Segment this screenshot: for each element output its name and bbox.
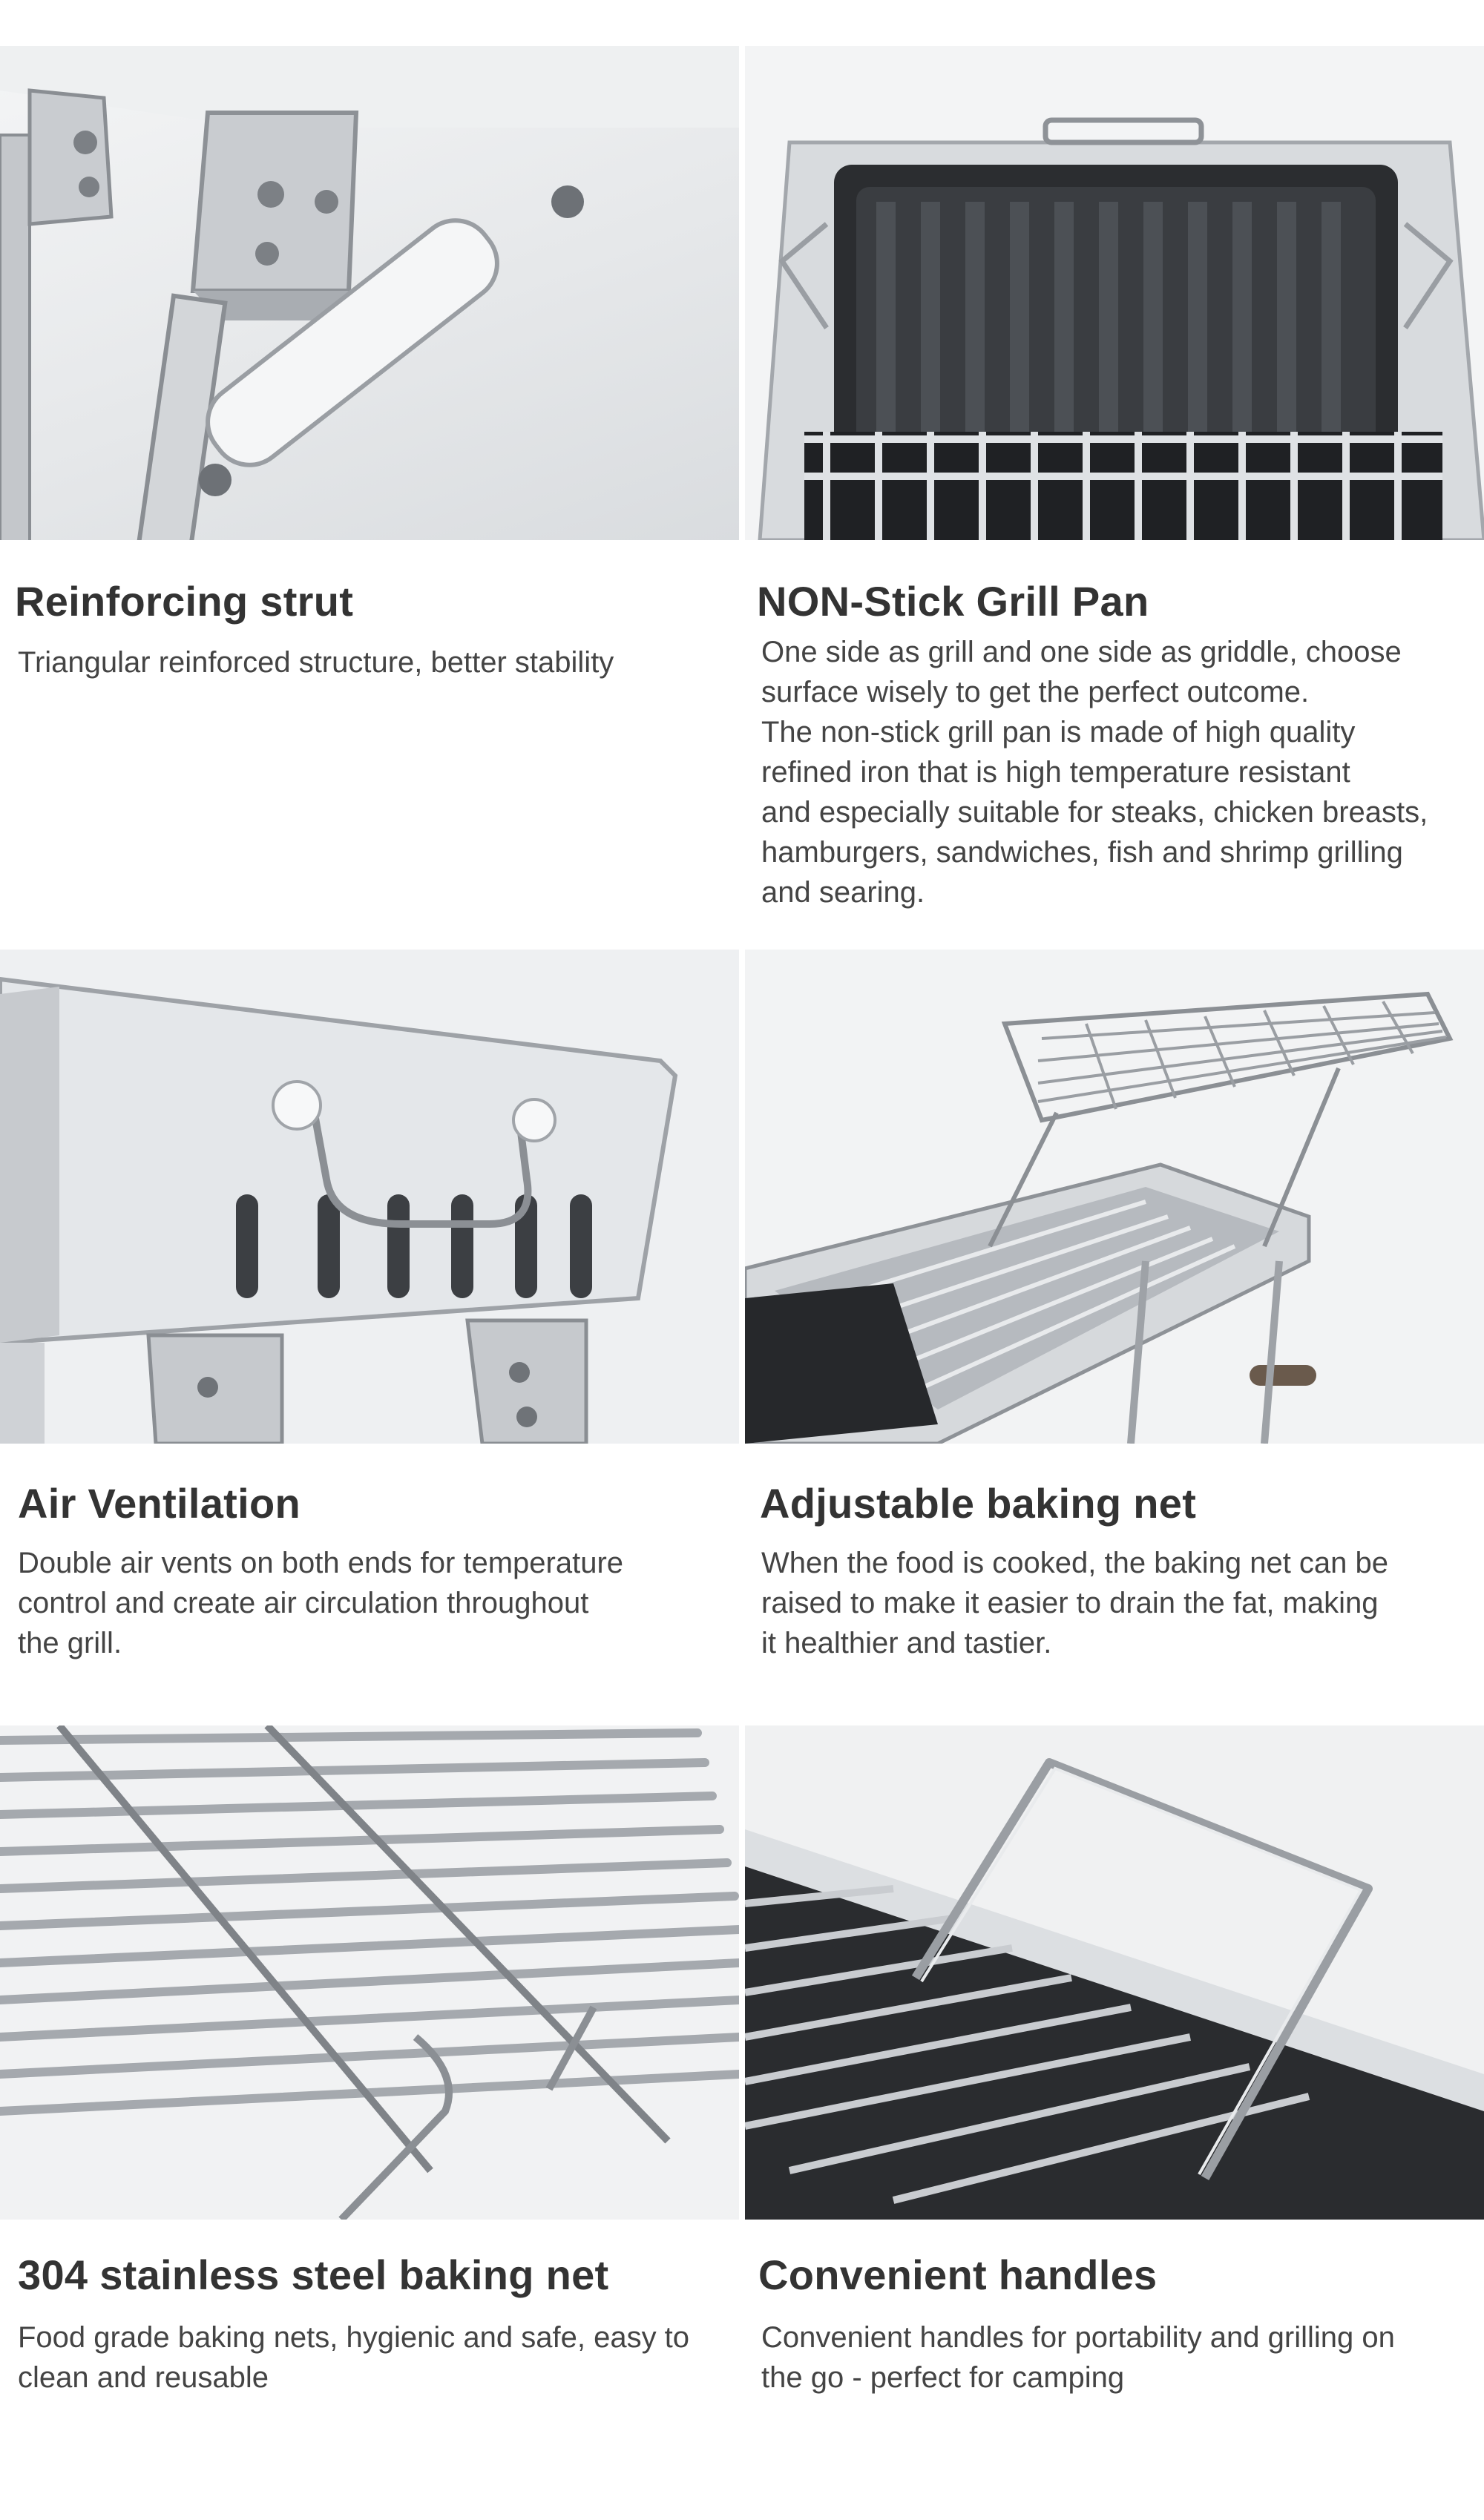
feature-4-description-line: When the food is cooked, the baking net can be bbox=[761, 1547, 1389, 1579]
feature-2-description-line: hamburgers, sandwiches, fish and shrimp grilling bbox=[761, 836, 1403, 869]
feature-2-description-line: and especially suitable for steaks, chicken breasts, bbox=[761, 796, 1428, 829]
feature-5-title: 304 stainless steel baking net bbox=[18, 2251, 609, 2298]
feature-3-description-line: Double air vents on both ends for temperature bbox=[18, 1547, 624, 1579]
feature-4-title: Adjustable baking net bbox=[760, 1480, 1197, 1527]
feature-2-description-line: One side as grill and one side as griddle, choose bbox=[761, 636, 1402, 668]
feature-2-description-line: and searing. bbox=[761, 876, 925, 909]
feature-1-description-line: Triangular reinforced structure, better stability bbox=[18, 646, 614, 679]
feature-6-description bbox=[761, 2317, 1395, 2398]
feature-3-photo bbox=[0, 950, 739, 1444]
feature-4-description-line: it healthier and tastier. bbox=[761, 1627, 1052, 1659]
feature-2-description-line: surface wisely to get the perfect outcome. bbox=[761, 676, 1310, 708]
feature-3-title: Air Ventilation bbox=[18, 1480, 301, 1527]
feature-5-description bbox=[18, 2317, 689, 2398]
feature-2-description-line: The non-stick grill pan is made of high quality bbox=[761, 716, 1356, 749]
feature-6-description-line: the go - perfect for camping bbox=[761, 2361, 1125, 2394]
feature-2-title: NON-Stick Grill Pan bbox=[757, 578, 1149, 625]
feature-3-description-line: the grill. bbox=[18, 1627, 122, 1659]
feature-1-photo bbox=[0, 46, 739, 540]
feature-5-photo bbox=[0, 1725, 739, 2220]
feature-6-photo bbox=[745, 1725, 1484, 2220]
feature-3-description-line: control and create air circulation throughout bbox=[18, 1587, 589, 1619]
feature-1-description bbox=[18, 642, 614, 682]
feature-2-photo bbox=[745, 46, 1484, 540]
feature-4-photo bbox=[745, 950, 1484, 1444]
feature-4-description bbox=[761, 1543, 1388, 1663]
feature-2-description-line: refined iron that is high temperature resistant bbox=[761, 756, 1350, 789]
feature-2-description bbox=[761, 632, 1428, 912]
feature-5-description-line: clean and reusable bbox=[18, 2361, 269, 2394]
feature-6-description-line: Convenient handles for portability and grilling on bbox=[761, 2321, 1395, 2354]
feature-1-title: Reinforcing strut bbox=[15, 578, 354, 625]
feature-3-description bbox=[18, 1543, 623, 1663]
feature-6-title: Convenient handles bbox=[758, 2251, 1158, 2298]
feature-4-description-line: raised to make it easier to drain the fat, making bbox=[761, 1587, 1379, 1619]
feature-5-description-line: Food grade baking nets, hygienic and safe, easy to bbox=[18, 2321, 690, 2354]
